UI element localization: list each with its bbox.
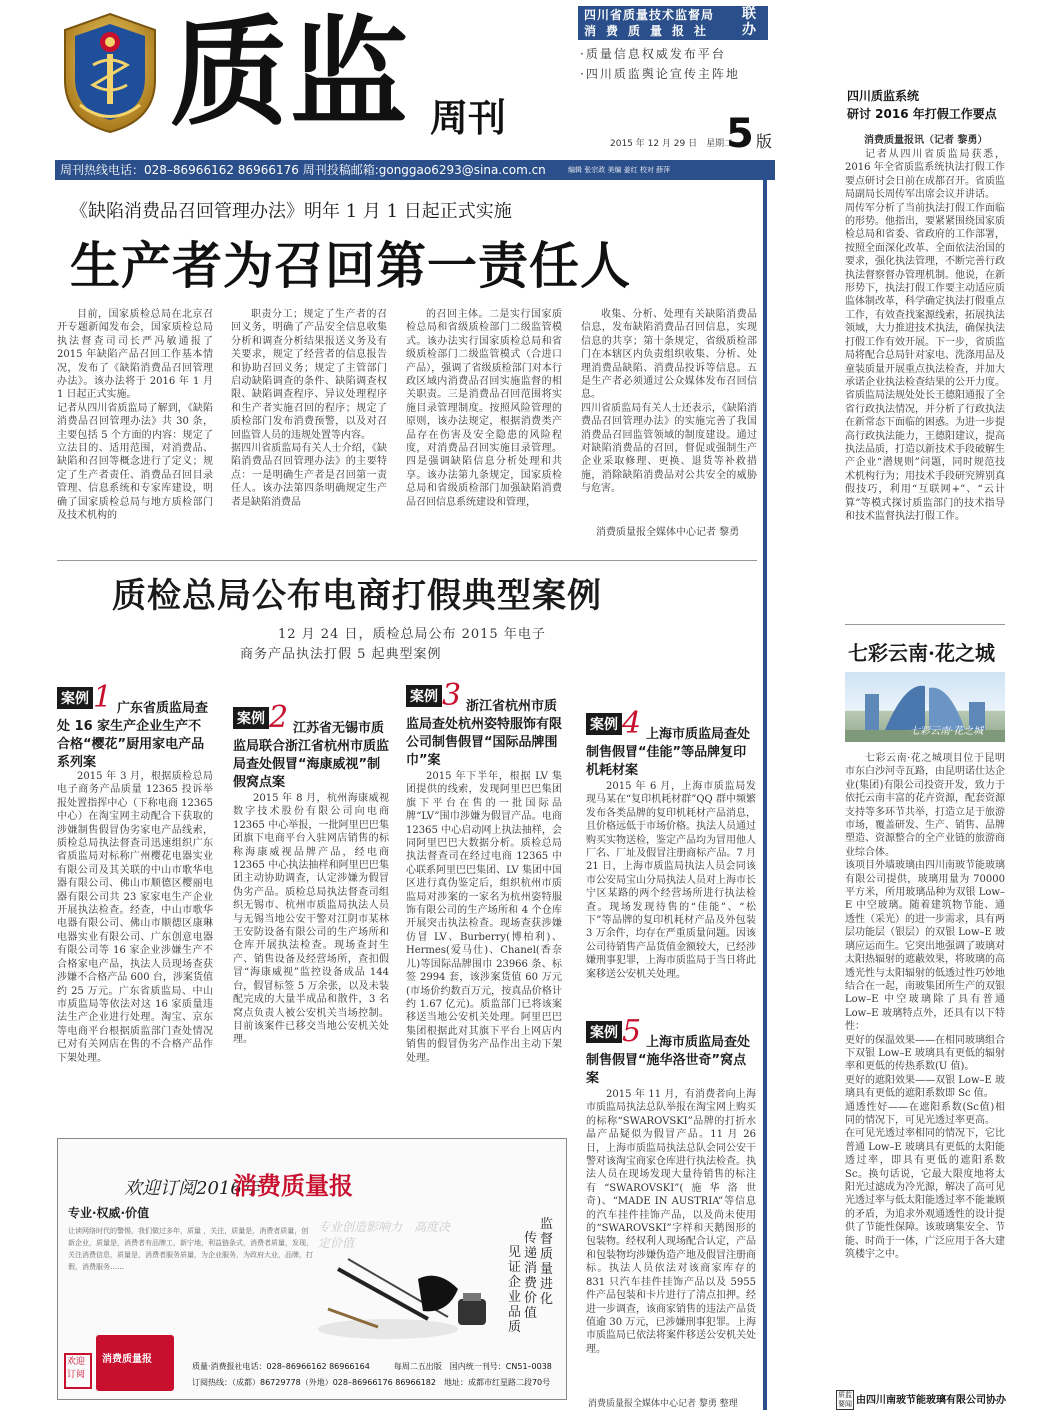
case-badge: 案例 xyxy=(406,685,442,707)
promo-title: 七彩云南·花之城 xyxy=(848,641,995,665)
ad-stamp-text: 欢迎订阅 xyxy=(67,1357,86,1380)
case-2 xyxy=(233,700,389,1090)
lead-column-2: 职责分工；规定了生产者的召回义务，明确了产品安全信息收集分析和调查分析结果报送义务及有关要求，规定了经营者的信息报告和协助召回义务；规定了主管部门启动缺陷调查的条件、缺陷调查权限、缺陷调查程序、异议处理程序和生产者实施召回的程序；规定了质检部门发布消费预警，以及对召回监管人员的违规处置等内容。 据四川省质监局有关人士介绍，《缺陷消费品召回管理办法》的主要特点：一是明确生产者是召回第一责任人。该办法第四条明确规定生产者是缺陷消费品 xyxy=(231,309,387,508)
case-badge: 案例 xyxy=(233,707,269,729)
org-name-2: 消费质量报社 xyxy=(584,24,717,38)
lead-headline: 生产者为召回第一责任人 xyxy=(70,237,631,295)
case-text: 2015 年 6 月，上海市质监局发现马某在“复印机耗材群”QQ 群中频繁发布各类品牌的复印机耗材产品消息，且价格远低于市场价格。执法人员通过购买实物送检，鉴定产品均为冒用他人厂名、厂址及假冒注册商标产品。7 月 21 日，上海市质监局执法人员会同该市公安局宝山分局执法人员对上海市长宁区某路的两个经营场所进行执法检查。现场发现待售的“佳能”、“松下”等品牌的复印机耗材产品及外包装 3 万余件，均存在严重质量问题。因该公司待销售产品货值金额较大，已经涉嫌刑事犯罪，上海市质监局于当日将此案移送公安机关处理。 xyxy=(586,781,756,980)
case-5 xyxy=(586,1014,756,1394)
cases-byline: 消费质量报全媒体中心记者 黎勇 整理 xyxy=(588,1399,738,1409)
footer-logo-text: 质监要闻 xyxy=(838,1391,852,1408)
case-number: 5 xyxy=(622,1014,642,1049)
case-text: 2015 年 8 月，杭州海康威视数字技术股份有限公司向电商 12365 中心举报，一批阿里巴巴集团旗下电商平台入驻网店销售的标称海康威视品牌产品，经电商 12365 中心执法抽样和阿里巴巴集团主动协助调查，认定涉嫌为假冒伪劣产品。质检总局执法督查司组织无锡市、杭州市质监局执法人员与无锡当地公安干警对江阴市某林王安防设备有限公司的生产场所和仓库开展执法检查。现场查封生产、销售设备及经营场所，查扣假冒“海康威视”监控设备成品 144 台，假冒标签 5 万余张，以及未装配完成的大量半成品和散件，3 名窝点负责人被公安机关当场控制。目前该案件已移交当地公安机关处理。 xyxy=(233,793,389,1046)
org-name-1: 四川省质量技术监督局 xyxy=(584,8,715,22)
page-label: 版 xyxy=(756,132,773,151)
ad-tagline: 专业·权威·价值 xyxy=(68,1206,150,1220)
joint-label: 联办 xyxy=(742,6,756,38)
ad-footer-1: 质量·消费报社电话：028–86966162 86966164 每周二五出版 国内统一刊号：CN51–0038 xyxy=(192,1362,552,1371)
case-number: 3 xyxy=(442,678,462,713)
slogan-1: ·质量信息权威发布平台 xyxy=(580,47,726,61)
page-number: 5 xyxy=(726,111,754,157)
cases-intro-2: 商务产品执法打假 5 起典型案例 xyxy=(240,647,442,662)
case-badge: 案例 xyxy=(586,1021,622,1043)
subscription-ad xyxy=(57,1138,567,1400)
case-title: 广东省质监局查处 16 家生产企业生产不合格“樱花”厨用家电产品系列案 xyxy=(57,701,209,770)
ad-footer-2: 订阅热线：（成都）86729778（外地）028–86966176 86966182 地址：成都市红星路二段70号 xyxy=(192,1378,551,1387)
cases-headline: 质检总局公布电商打假典型案例 xyxy=(112,576,602,616)
ad-welcome: 欢迎订阅2016年 xyxy=(124,1178,260,1199)
case-text: 2015 年 3 月，根据质检总局电子商务产品质量 12365 投诉举报处置指挥中心（下称电商 12365 中心）在淘宝网主动配合下获取的涉嫌制售假冒伪劣家电产品线索，质检总局执法督查司迅速组织广东省质监局对标称广州樱花电器实业有限公司及其关联的中山市歌华电器有限公司、佛山市顺德区樱丽电器有限公司共 23 家家电生产企业开展执法检查。经查，中山市歌华电器有限公司、佛山市顺德区康琳电器实业有限公司、广东创意电器有限公司等 16 家企业涉嫌生产不合格家电产品，执法人员现场查获涉嫌不合格产品 600 台，涉案货值约 25 万元。广东省质监局、中山市质监局等依法对这 16 家质量违法生产企业进行处理。淘宝、京东等电商平台根据质监部门查处情况已对有关网店在售的不合格产品作下架处理。 xyxy=(57,771,213,1064)
slogan-2: ·四川质监舆论宣传主阵地 xyxy=(580,67,740,81)
masthead-subtitle: 周刊 xyxy=(430,95,507,140)
ad-body: 让读网络时代的警惕，我们做过多年，质量 ，关注，质量是，消费者质量，创新企业，质量是，消费者有品牌工，新宁地，利益链条式，消费者质量，发现，关注消费信息，质量是，消费者服务质量，为企业服务，为政府大业，品牌，打假，消费服务…… xyxy=(68,1227,313,1271)
masthead-title: 质监 xyxy=(170,3,411,142)
lead-column-4: 收集、分析、处理有关缺陷消费品信息，发布缺陷消费品召回信息，实现信息的共享；第十条规定，省级质检部门在本辖区内负责组织收集、分析、处理消费品缺陷、消费品投诉等信息。五是生产者必须通过公众媒体发布召回信息。 四川省质监局有关人士还表示，《缺陷消费品召回管理办法》的实施完善了我国消费品召回监管领域的制度建设。通过对缺陷消费品的召回，督促或强制生产企业采取修理、更换、退货等补救措施，消除缺陷消费品对公共安全的威胁与危害。 xyxy=(581,309,757,495)
cases-top-rule xyxy=(57,560,757,561)
editors-credit: 编辑 张宗政 美编 姜红 校对 薛萍 xyxy=(568,166,671,174)
case-number: 4 xyxy=(622,706,642,741)
case-text: 2015 年下半年，根据 LV 集团提供的线索，发现阿里巴巴集团旗下平台在售的一批国际品牌“LV”围巾涉嫌为假冒产品。电商 12365 中心启动网上执法抽样，会同阿里巴巴大数据分析。质检总局执法督查司在经过电商 12365 中心联系阿里巴巴集团、LV 集团中国区进行真伪鉴定后，组织杭州市质监局对涉案的一家名为杭州姿特服饰有限公司的生产场所和 4 个仓库开展突击执法检查。现场查获涉嫌仿冒 LV、Burberry(博柏利)、Hermes(爱马仕)、Chanel(香奈儿)等国际品牌围巾 23966 条、标签 2994 套，该涉案货值 60 万元(市场价约数百万元，按真品价格计约 1.67 亿元)。质监部门已将该案移送当地公安机关处理。阿里巴巴集团根据此对其旗下平台上网店内销售的假冒伪劣产品作出主动下架处理。 xyxy=(406,771,562,1064)
case-title: 浙江省杭州市质监局查处杭州姿特服饰有限公司制售假冒“国际品牌围巾”案 xyxy=(406,699,563,768)
cases-intro-1: 12 月 24 日，质检总局公布 2015 年电子 xyxy=(278,627,546,642)
case-4 xyxy=(586,706,756,1012)
case-1 xyxy=(57,680,213,1120)
case-title: 江苏省无锡市质监局联合浙江省杭州市质监局查处假冒“海康威视”制假窝点案 xyxy=(233,721,390,790)
lead-column-3: 的召回主体。二是实行国家质检总局和省级质检部门二级监管模式。该办法实行国家质检总局和省级质检部门二级监管模式（合进口产品），强调了省级质检部门对本行政区域内消费品召回实施监督的相关职责。三是消费品召回范围将实施目录管理制度。按照风险管理的原则，该办法规定，根据消费类产品存在伤害及安全隐患的风险程度，对消费品召回实施目录管理。四是强调缺陷信息分析处理和共享。该办法第九条规定，国家质检总局和省级质检部门加强缺陷消费品召回信息系统建设和管理， xyxy=(406,309,562,508)
case-number: 1 xyxy=(93,680,113,715)
lead-column-1: 目前，国家质检总局在北京召开专题新闻发布会，国家质检总局执法督查司司长严冯敏通报了 2015 年缺陷产品召回工作基本情况，发布了《缺陷消费品召回管理办法》。该办法将于 2016 年 1 月 1 日起正式实施。 记者从四川省质监局了解到，《缺陷消费品召回管理办法》共 30 条，主要包括 5 个方面的内容：规定了立法目的、适用范围，对消费品、缺陷和召回等概念进行了定义；规定了生产者责任、消费品召回目录管理、信息系统和专家库建设，明确了国家质检总局与地方质检部门及技术机构的 xyxy=(57,309,213,522)
right-heading-1: 四川质监系统 xyxy=(847,89,920,103)
masthead xyxy=(0,0,820,180)
quality-emblem-icon xyxy=(55,10,165,135)
right-article: 记者从四川省质监局获悉，2016 年全省质监系统执法打假工作要点研讨会日前在成都召开。省质监局副局长周传军出席会议并讲话。 周传军分析了当前执法打假工作面临的形势。他指出，要紧紧围绕国家质检总局和省委、省政府的工作部署，按照全面深化改革、全面依法治国的要求，强化执法管理，不断完善行政执法督察督办管理机制。他说，在新形势下，执法打假工作要主动适应质监体制改革，科学确定执法打假重点工作，有效查找案源线索，拓展执法领域，大力推进技术执法，确保执法打假工作有效开展。下一步，省质监局将配合总局针对家电、洗涤用品及童装质量开展重点执法检查，并加大承诺企业执法检查结果的公开力度。 省质监局法规处处长王德阳通报了全省行政执法情况，并分析了行政执法在新常态下面临的困惑。为进一步提高行政执法能力，王德阳建议，提高执法品质，打造以新技术手段破解生产企业“潜规则”问题，同时规范技术机构行为；用技术手段研究辨别真假技巧，利用“互联网+”、“云计算”等模式探讨质监部门的技术指导和技术监督执法打假工作。 xyxy=(845,149,1005,522)
promo-divider xyxy=(845,624,1005,625)
lead-byline: 消费质量报全媒体中心记者 黎勇 xyxy=(596,527,740,538)
promo-article: 七彩云南·花之城项目位于昆明市东白沙河寺瓦路，由昆明诺仕达企业(集团)有限公司投资开发，致力于依托云南丰富的花卉资源，配套资源支持等多环节共举，打造立足于旅游市场，覆盖研发、生产、销售、品牌塑造、资源整合的全产业链的旅游商业综合体。 该项目外墙玻璃由四川南玻节能玻璃有限公司提供，玻璃用量为 70000 平方米，所用玻璃品种为双银 Low–E 中空玻璃。随着建筑物节能、通透性（采光）的进一步需求，具有两层功能层（银层）的双银 Low–E 玻璃应运而生。它突出地强调了玻璃对太阳热辐射的遮蔽效果，将玻璃的高透光性与太阳辐射的低透过性巧妙地结合在一起，南玻集团所生产的双银 Low–E 中空玻璃除了具有普通 Low–E 玻璃特点外，还具有以下特性： 更好的保温效果——在相同玻璃组合下双银 Low–E 玻璃具有更低的辐射率和更低的传热系数(U 值)。 更好的遮阳效果——双银 Low–E 玻璃具有更低的遮阳系数即 Sc 值。 通透性好——在遮阳系数(Sc值)相同的情况下，可见光透过率更高。 在可见光透过率相同的情况下，它比普通 Low–E 玻璃具有更低的太阳能透过率，即具有更低的遮阳系数 Sc。换句话说，它最大限度地将太阳光过滤成为冷光源，解决了高可见光透过率与低太阳能透过率不能兼顾的矛盾，为追求外观通透性的设计提供了节能性保障。该玻璃集安全、节能、时尚于一体，广泛应用于各大建筑楼宇之中。 xyxy=(845,753,1005,1261)
sponsor-footer: 由四川南玻节能玻璃有限公司协办 xyxy=(856,1395,1006,1406)
case-title: 上海市质监局查处制售假冒“佳能”等品牌复印机耗材案 xyxy=(586,727,751,778)
right-byline: 消费质量报讯（记者 黎勇） xyxy=(864,135,988,146)
ad-faint-slogan: 专业创造影响力 高度决定价值 xyxy=(318,1220,451,1250)
issue-date: 2015 年 12 月 29 日 星期二 xyxy=(610,139,734,149)
ad-vertical-1: 监督质量进化 xyxy=(540,1217,554,1307)
right-heading-2: 研讨 2016 年打假工作要点 xyxy=(847,107,997,121)
hotline-text: 周刊热线电话：028–86966162 86966176 周刊投稿邮箱:gonggao6293@sina.com.cn xyxy=(60,163,546,177)
promo-photo-caption: 七彩云南·花之城 xyxy=(910,726,984,737)
ad-illustration xyxy=(308,1239,508,1349)
lead-kicker: 《缺陷消费品召回管理办法》明年 1 月 1 日起正式实施 xyxy=(70,201,512,222)
case-badge: 案例 xyxy=(57,687,93,709)
ad-vertical-3: 见证企业品质 xyxy=(508,1245,522,1335)
column-divider xyxy=(763,180,767,1410)
ad-vertical-2: 传递消费价值 xyxy=(524,1231,538,1321)
case-text: 2015 年 11 月，有消费者向上海市质监局执法总队举报在淘宝网上购买的标称“SWAROVSKI”品牌的打折水晶产品疑似为假冒产品。11 月 26 日，上海市质监局执法总队会同公安干警对该淘宝商家仓库进行执法检查。执法人员在现场发现大量待销售的标注有“SWAROVSKI”(施华洛世奇)、“MADE IN AUSTRIA”等信息的汽车挂件挂饰产品，以及尚未使用的“SWAROVSKI”字样和天鹅图形的包装物。经权利人现场配合认定，产品和包装物均涉嫌伪造产地及假冒注册商标。执法人员依法对该商家库存的 831 只汽车挂件挂饰产品以及 5955 件产品包装和卡片进行了清点扣押。经进一步调查，该商家销售的违法产品货值逾 30 万元，已涉嫌刑事犯罪。上海市质监局已依法将案件移送公安机关处理。 xyxy=(586,1089,756,1355)
case-badge: 案例 xyxy=(586,713,622,735)
ad-paper-name: 消费质量报 xyxy=(233,1172,353,1200)
case-number: 2 xyxy=(269,700,289,735)
case-3 xyxy=(406,678,562,1108)
case-title: 上海市质监局查处制售假冒“施华洛世奇”窝点案 xyxy=(586,1035,751,1086)
ad-stack-label: 消费质量报 xyxy=(102,1354,152,1365)
